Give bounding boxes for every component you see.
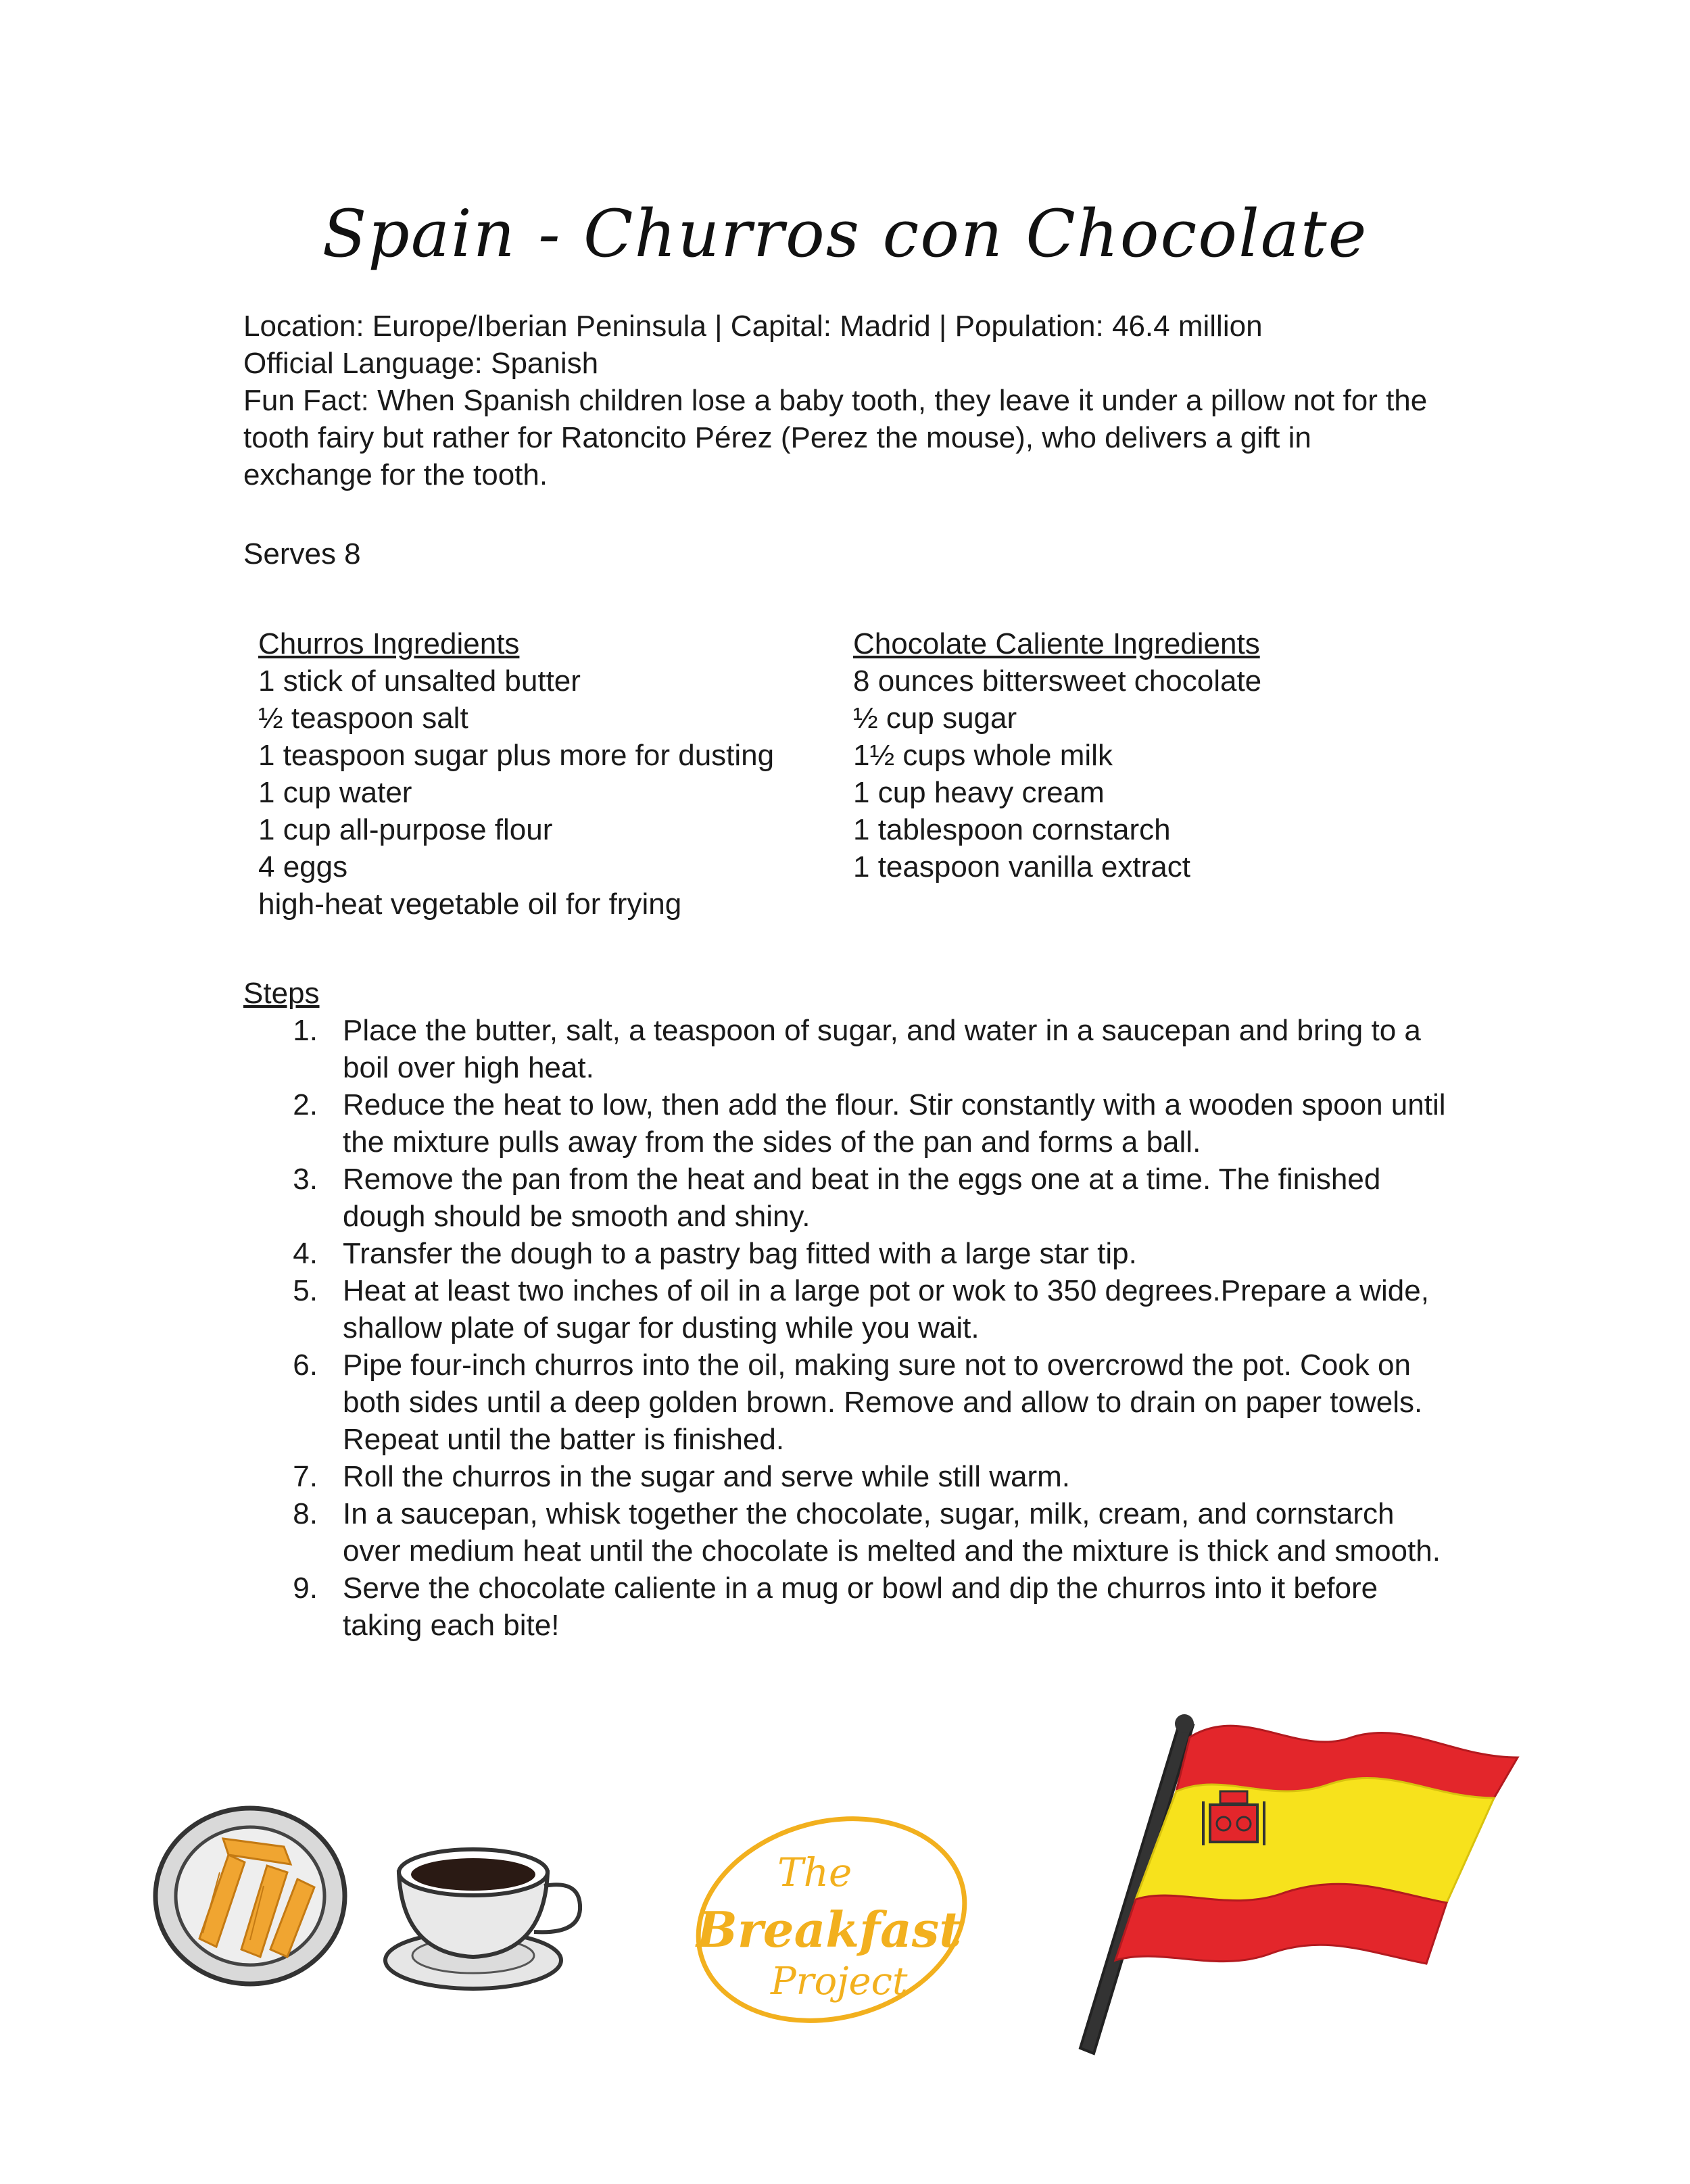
list-item: 4 eggs [258, 850, 348, 883]
flag-red-bottom [1115, 1884, 1447, 1964]
step-number: 4. [293, 1237, 318, 1270]
language-line: Official Language: Spanish [243, 347, 599, 380]
list-item: 1 cup all-purpose flour [258, 813, 553, 846]
step-number: 3. [293, 1163, 318, 1196]
step-text: Serve the chocolate caliente in a mug or bowl and dip the churros into it before taking each bite! [343, 1572, 1378, 1642]
flag-yellow-band [1136, 1778, 1494, 1903]
list-item: 1½ cups whole milk [853, 739, 1113, 772]
list-item: ½ cup sugar [853, 702, 1017, 735]
step-text: Reduce the heat to low, then add the flour. Stir constantly with a wooden spoon until the mixture pulls away from the sides of the pan and forms a ball. [343, 1088, 1446, 1159]
breakfast-project-logo [675, 1790, 987, 2049]
location-line: Location: Europe/Iberian Peninsula | Capital: Madrid | Population: 46.4 million [243, 310, 1263, 343]
step-number: 5. [293, 1274, 318, 1307]
list-item: 1 teaspoon sugar plus more for dusting [258, 739, 775, 772]
serves-text: Serves 8 [243, 537, 361, 571]
list-item: 1 cup heavy cream [853, 776, 1105, 809]
step-number: 2. [293, 1088, 318, 1121]
logo-word-breakfast: Breakfast [696, 1901, 962, 1958]
list-item: 1 stick of unsalted butter [258, 664, 581, 698]
logo-word-the: The [777, 1849, 852, 1895]
list-item: 1 tablespoon cornstarch [853, 813, 1171, 846]
fun-fact: Fun Fact: When Spanish children lose a baby tooth, they leave it under a pillow not for the tooth fairy but rather for Ratoncito Pérez (Perez the mouse), who delivers a gift in exchange for the tooth. [243, 384, 1428, 491]
list-item: 1 teaspoon vanilla extract [853, 850, 1190, 883]
churros-ingredients-heading: Churros Ingredients [258, 627, 520, 660]
logo-word-project: Project [771, 1960, 908, 2004]
step-text: Remove the pan from the heat and beat in the eggs one at a time. The finished dough should be smooth and shiny. [343, 1163, 1381, 1233]
step-number: 9. [293, 1572, 318, 1605]
step-text: In a saucepan, whisk together the chocolate, sugar, milk, cream, and cornstarch over medium heat until the chocolate is melted and the mixture is thick and smooth. [343, 1497, 1441, 1568]
step-number: 8. [293, 1497, 318, 1530]
list-item: high-heat vegetable oil for frying [258, 888, 682, 921]
chocolate-cup-illustration [385, 1849, 580, 1989]
step-text: Heat at least two inches of oil in a large pot or wok to 350 degrees.Prepare a wide, shallow plate of sugar for dusting while you wait. [343, 1274, 1429, 1344]
step-text: Place the butter, salt, a teaspoon of sugar, and water in a saucepan and bring to a boil over high heat. [343, 1014, 1421, 1084]
chocolate-ingredients-heading: Chocolate Caliente Ingredients [853, 627, 1260, 660]
list-item: 1 cup water [258, 776, 412, 809]
step-number: 1. [293, 1014, 318, 1047]
steps-heading: Steps [243, 977, 320, 1010]
list-item: 8 ounces bittersweet chocolate [853, 664, 1262, 698]
churros-plate-illustration [155, 1808, 345, 1984]
step-text: Transfer the dough to a pastry bag fitted with a large star tip. [343, 1237, 1137, 1270]
step-number: 7. [293, 1460, 318, 1493]
list-item: ½ teaspoon salt [258, 702, 468, 735]
page-title: Spain - Churros con Chocolate [322, 196, 1368, 272]
step-text: Pipe four-inch churros into the oil, making sure not to overcrowd the pot. Cook on both sides until a deep golden brown. Remove and allow to drain on paper towels. Repeat until the batter is finished. [343, 1349, 1423, 1456]
spain-flag-illustration [1080, 1714, 1518, 2054]
step-number: 6. [293, 1349, 318, 1382]
step-text: Roll the churros in the sugar and serve while still warm. [343, 1460, 1071, 1493]
